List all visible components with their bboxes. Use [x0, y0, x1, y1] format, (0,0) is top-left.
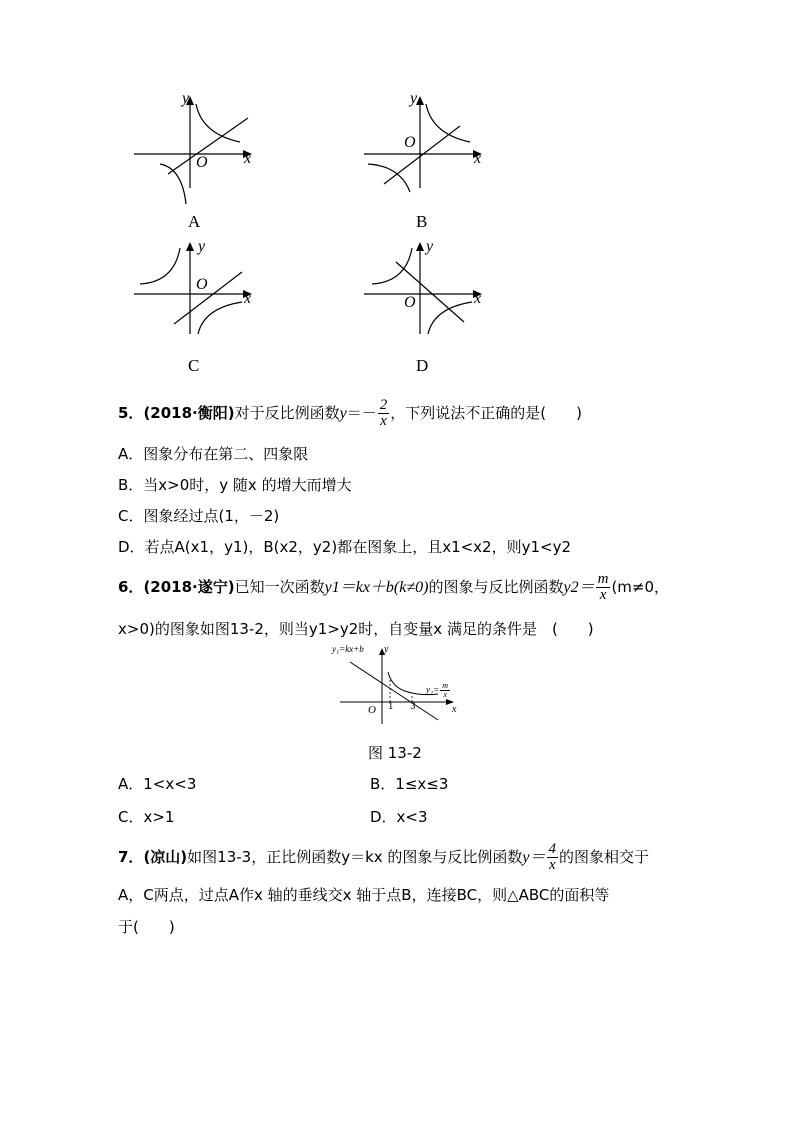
graph-b-x-label: x [474, 150, 482, 167]
q6-option-a[interactable]: A．1<x<3 [118, 775, 197, 793]
q6-option-d[interactable]: D．x<3 [370, 808, 428, 826]
graph-a-label: A [188, 212, 201, 231]
q7-fraction [547, 842, 559, 873]
q5-source: (2018·衡阳) [143, 404, 235, 422]
graph-a-x-label: x [244, 150, 252, 167]
graph-c-svg [130, 238, 260, 338]
graph-d-y-label: y [426, 238, 434, 255]
graph-a-svg [130, 92, 260, 192]
q6-option-c[interactable]: C．x>1 [118, 808, 175, 826]
q6-stem-line1 [118, 572, 669, 603]
q6-frac-num: m [597, 571, 609, 587]
graph-b-label: B [416, 212, 428, 231]
q5-frac-num: 2 [379, 397, 388, 413]
q5-option-b[interactable]: B．当x>0时，y 随x 的增大而增大 [118, 476, 352, 494]
graph-b-svg [360, 92, 490, 192]
q5-option-a[interactable]: A．图象分布在第二、四象限 [118, 445, 309, 463]
graph-c-x-label: x [244, 290, 252, 307]
q5-stem [118, 398, 582, 429]
graph-d-origin: O [404, 294, 416, 311]
graph-c [130, 238, 260, 338]
q7-source: (凉山) [143, 848, 188, 866]
figure-curve-fraction [440, 682, 450, 699]
figure-y-label: y [384, 644, 389, 655]
q6-frac-den: x [599, 587, 607, 603]
graph-b-y-label: y [410, 90, 418, 107]
figure-curve-den: x [443, 690, 447, 699]
q7-frac-num: 4 [548, 841, 557, 857]
q6-linear-func: y1＝kx＋b(k≠0) [324, 579, 429, 596]
q6-text-a: 已知一次函数 [234, 578, 325, 596]
figure-line-label: y₁=kx+b [332, 644, 364, 654]
q5-number: 5． [118, 404, 144, 422]
figure-tick-3: 3 [410, 702, 416, 712]
graph-b-origin: O [404, 134, 416, 151]
q7-number: 7． [118, 848, 144, 866]
graph-c-origin: O [196, 276, 208, 293]
q5-func-lhs: y [339, 405, 347, 422]
figure-x-label: x [452, 704, 457, 715]
figure-curve-num: m [442, 681, 448, 690]
graph-a [130, 92, 260, 192]
figure-13-2 [330, 644, 470, 726]
q7-text-a: 如图13-3，正比例函数y＝kx 的图象与反比例函数 [187, 848, 523, 866]
figure-curve-lhs: y₂= [426, 684, 440, 695]
graph-c-y-label: y [198, 238, 206, 255]
graph-a-origin: O [196, 154, 208, 171]
graph-d [360, 238, 490, 338]
q5-eq: ＝－ [346, 404, 377, 422]
q7-stem-line3: 于( ) [118, 918, 175, 936]
graph-a-y-label: y [182, 90, 190, 107]
figure-origin: O [368, 704, 376, 716]
q5-text-before: 对于反比例函数 [234, 404, 340, 422]
q6-fraction [596, 572, 611, 603]
graph-c-label: C [188, 356, 200, 375]
graph-d-svg [360, 238, 490, 338]
q5-option-c[interactable]: C．图象经过点(1，－2) [118, 507, 280, 525]
figure-curve-label [426, 682, 451, 699]
q5-frac-den: x [380, 413, 387, 429]
q7-text-b: 的图象相交于 [559, 848, 650, 866]
q7-stem-line1 [118, 842, 649, 873]
q6-option-b[interactable]: B．1≤x≤3 [370, 775, 449, 793]
graph-d-x-label: x [474, 290, 482, 307]
figure-13-2-caption: 图 13-2 [368, 744, 422, 762]
q7-stem-line2: A，C两点，过点A作x 轴的垂线交x 轴于点B，连接BC，则△ABC的面积等 [118, 886, 610, 904]
q7-func-lhs: y＝ [522, 849, 546, 866]
q6-source: (2018·遂宁) [143, 578, 235, 596]
q5-option-d[interactable]: D．若点A(x1，y1)，B(x2，y2)都在图象上，且x1<x2，则y1<y2 [118, 538, 572, 556]
q6-text-e: (m≠0， [611, 578, 670, 596]
figure-tick-1: 1 [388, 702, 394, 712]
q5-text-after: ，下列说法不正确的是( ) [390, 404, 582, 422]
q6-stem-line2: x>0)的图象如图13-2，则当y1>y2时，自变量x 满足的条件是 ( ) [118, 620, 594, 638]
q5-fraction [378, 398, 390, 429]
q6-number: 6． [118, 578, 144, 596]
graph-b [360, 92, 490, 192]
q7-frac-den: x [548, 857, 556, 873]
q6-text-c: 的图象与反比例函数 [428, 578, 564, 596]
q6-inverse-lhs: y2＝ [563, 579, 595, 596]
graph-d-label: D [416, 356, 429, 375]
